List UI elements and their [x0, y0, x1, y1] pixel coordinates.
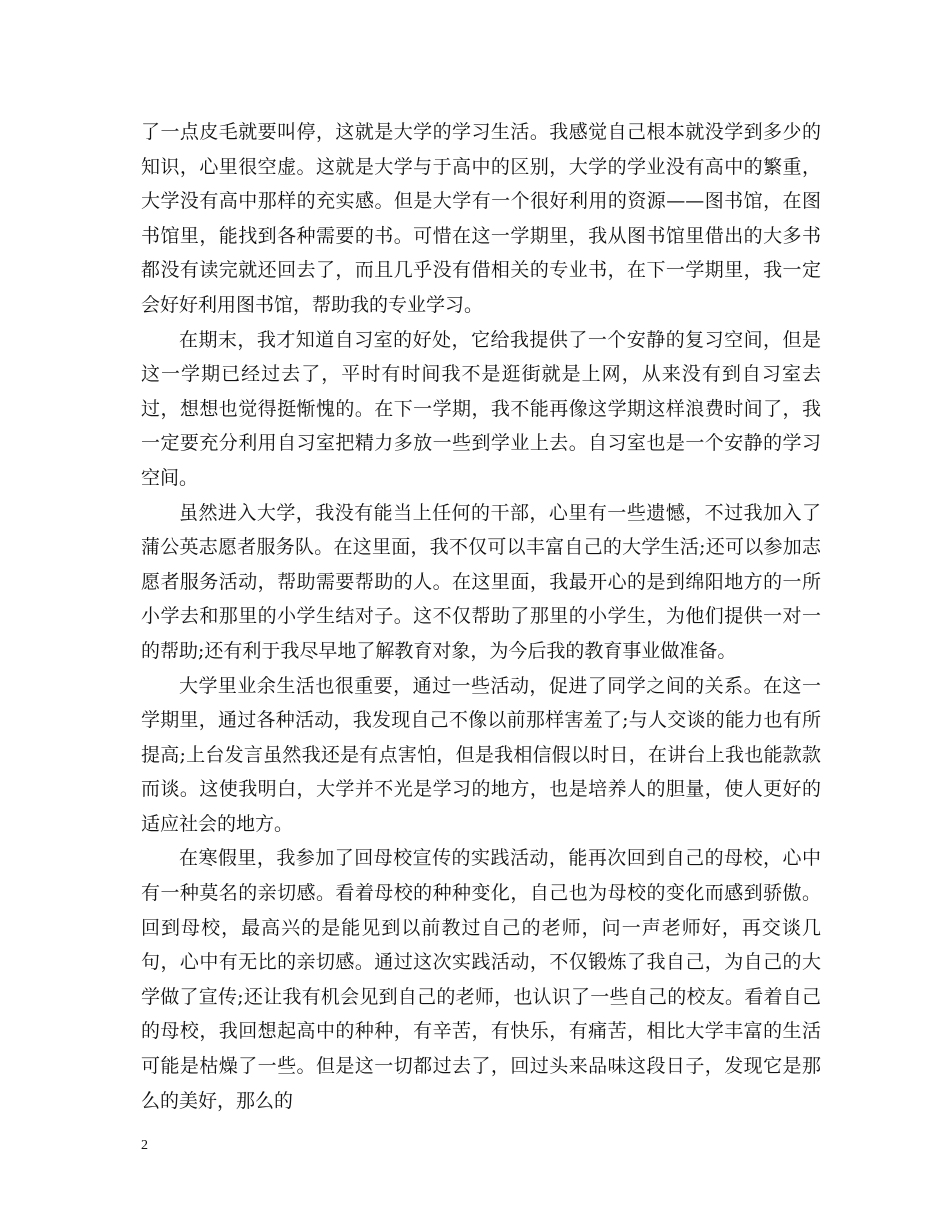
- paragraph-4: 大学里业余生活也很重要，通过一些活动，促进了同学之间的关系。在这一学期里，通过各种活动，我发现自己不像以前那样害羞了;与人交谈的能力也有所提高;上台发言虽然我还是有点害怕，但是我相信假以时日，在讲台上我也能款款而谈。这使我明白，大学并不光是学习的地方，也是培养人的胆量，使人更好的适应社会的地方。: [141, 674, 821, 835]
- page-number: 2: [141, 1138, 148, 1153]
- document-body: [141, 115, 821, 1118]
- paragraph-3: 虽然进入大学，我没有能当上任何的干部，心里有一些遗憾，不过我加入了蒲公英志愿者服务队。在这里面，我不仅可以丰富自己的大学生活;还可以参加志愿者服务活动，帮助需要帮助的人。在这里面，我最开心的是到绵阳地方的一所小学去和那里的小学生结对子。这不仅帮助了那里的小学生，为他们提供一对一的帮助;还有利于我尽早地了解教育对象，为今后我的教育事业做准备。: [141, 501, 821, 662]
- paragraph-5: 在寒假里，我参加了回母校宣传的实践活动，能再次回到自己的母校，心中有一种莫名的亲切感。看着母校的种种变化，自己也为母校的变化而感到骄傲。回到母校，最高兴的是能见到以前教过自己的老师，问一声老师好，再交谈几句，心中有无比的亲切感。通过这次实践活动，不仅锻炼了我自己，为自己的大学做了宣传;还让我有机会见到自己的老师，也认识了一些自己的校友。看着自己的母校，我回想起高中的种种，有辛苦，有快乐，有痛苦，相比大学丰富的生活可能是枯燥了一些。但是这一切都过去了，回过头来品味这段日子，发现它是那么的美好，那么的: [141, 847, 821, 1112]
- paragraph-1: 了一点皮毛就要叫停，这就是大学的学习生活。我感觉自己根本就没学到多少的知识，心里很空虚。这就是大学与于高中的区别，大学的学业没有高中的繁重，大学没有高中那样的充实感。但是大学有一个很好利用的资源——图书馆，在图书馆里，能找到各种需要的书。可惜在这一学期里，我从图书馆里借出的大多书都没有读完就还回去了，而且几乎没有借相关的专业书，在下一学期里，我一定会好好利用图书馆，帮助我的专业学习。: [141, 121, 821, 316]
- paragraph-2: 在期末，我才知道自习室的好处，它给我提供了一个安静的复习空间，但是这一学期已经过去了，平时有时间我不是逛街就是上网，从来没有到自习室去过，想想也觉得挺惭愧的。在下一学期，我不能再像这学期这样浪费时间了，我一定要充分利用自习室把精力多放一些到学业上去。自习室也是一个安静的学习空间。: [141, 328, 821, 489]
